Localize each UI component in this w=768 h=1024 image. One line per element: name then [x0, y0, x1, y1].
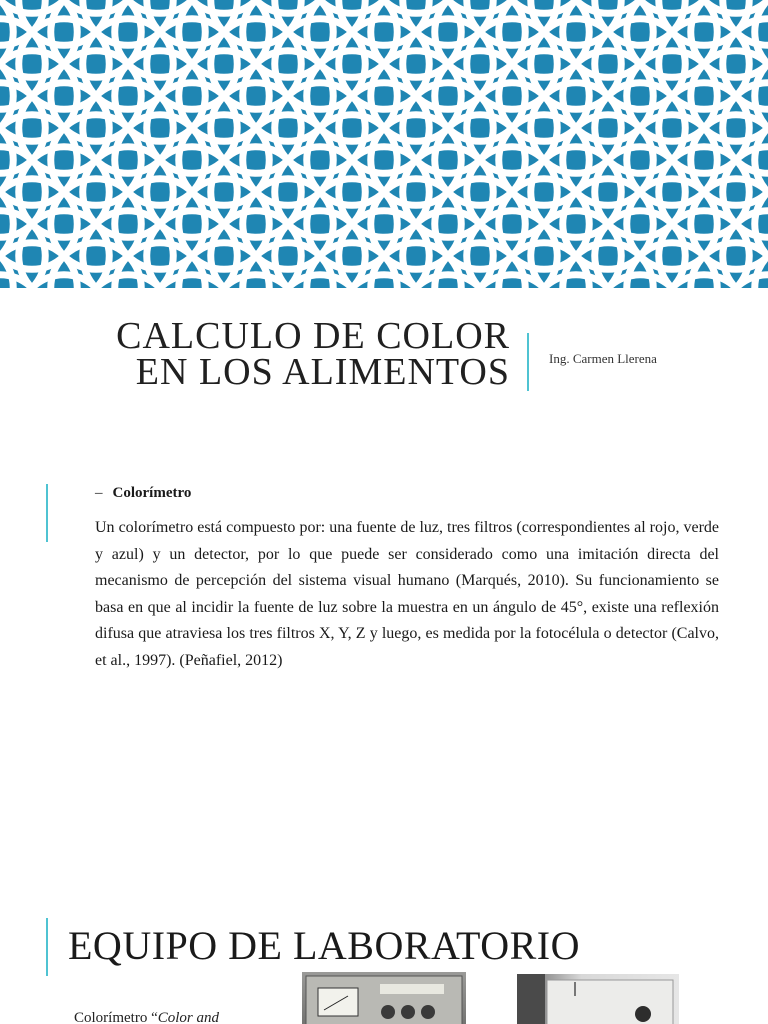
accent-divider: [46, 918, 48, 976]
slide-heading: EQUIPO DE LABORATORIO: [68, 923, 580, 968]
author-name: Ing. Carmen Llerena: [549, 351, 657, 366]
accent-divider: [527, 333, 529, 391]
body-paragraph: Un colorímetro está compuesto por: una fuente de luz, tres filtros (correspondientes al rojo, verde y azul) y un detector, por lo que puede ser considerado como una imitación directa del mecanismo de percepción del sistema visual humano (Marqués, 2010). Su funcionamiento se basa en que al incidir la fuente de luz sobre la muestra en un ángulo de 45°, existe una reflexión difusa que atraviesa los tres filtros X, Y, Z y luego, es medida por la fotocélula o detector (Calvo, et al., 1997). (Peñafiel, 2012): [95, 519, 719, 669]
caption-text: Colorímetro “: [74, 1010, 158, 1024]
equipment-photo: [517, 974, 679, 1024]
circle-lattice-pattern: [0, 0, 768, 288]
bullet-dash: –: [95, 485, 103, 501]
colorimeter-slide: [0, 448, 768, 868]
section-heading: [95, 485, 191, 502]
accent-divider: [46, 484, 48, 542]
title-line-1: CALCULO DE COLOR: [116, 315, 510, 357]
photo-caption: [74, 1010, 219, 1024]
colorimeter-photo: [302, 972, 466, 1024]
caption-italic-text: Color and: [157, 1010, 219, 1024]
presentation-title: [40, 315, 510, 393]
title-line-2: EN LOS ALIMENTOS: [135, 351, 510, 393]
lab-equipment-slide: [0, 868, 768, 1024]
title-slide: [0, 0, 768, 448]
heading-text: Colorímetro: [112, 485, 192, 501]
